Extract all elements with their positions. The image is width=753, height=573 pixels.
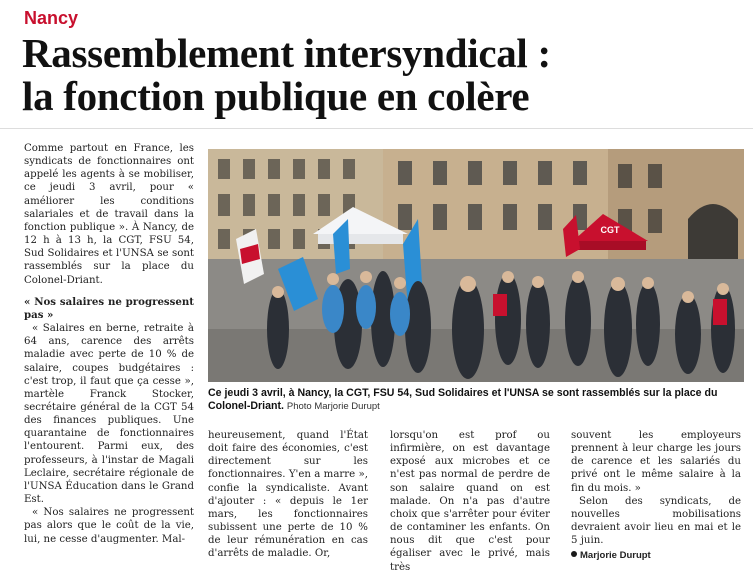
paragraph-2-cont-a: heureusement, quand l'État doit faire des économies, c'est directement sur les fonctionnaires. Y'en a marre », confie la syndicaliste. Avant d'ajouter : « depuis le 1er mars, les fonctionnaires subissent une perte de 10 % de leur rémunération en cas d'arrêts de maladie. Or, [208, 430, 368, 560]
article-column-3 [390, 429, 550, 573]
header-divider [0, 128, 753, 129]
tent-label: CGT [600, 225, 620, 235]
photo-caption [208, 387, 744, 413]
section-label: Nancy [24, 8, 79, 28]
paragraph-2-cont-b: lorsqu'on est prof ou infirmière, on est davantage exposé aux microbes et ce n'est pas normal de perdre de son salaire quand on est malade. On n'a pas d'autre choix que s'arrêter pour éviter de contaminer les enfants. On nous dit que c'est pour égaliser avec le privé, mais très [390, 430, 550, 573]
bullet-icon [571, 551, 577, 557]
caption-text: Ce jeudi 3 avril, à Nancy, la CGT, FSU 54, Sud Solidaires et l'UNSA se sont rassemblés sur la place du Colonel-Driant. [208, 387, 718, 412]
photo-credit: Photo Marjorie Durupt [286, 401, 380, 412]
article-column-2 [208, 429, 368, 561]
headline [22, 32, 742, 118]
rally-photo [208, 149, 744, 382]
article-column-1 [24, 142, 194, 546]
intro-paragraph: Comme partout en France, les syndicats de fonctionnaires ont appelé les agents à se mobiliser, ce jeudi 3 avril, pour « améliorer les conditions salariales et de travail dans la fonction publique ». À Nancy, de 12 h à 13 h, la CGT, FSU 54, Sud Solidaires et l'UNSA se sont rassemblés sur la place du Colonel-Driant. [24, 143, 194, 286]
headline-line-1: Rassemblement intersyndical : [22, 30, 551, 76]
author-name: Marjorie Durupt [580, 550, 651, 562]
headline-line-2: la fonction publique en colère [22, 73, 530, 119]
subhead: « Nos salaires ne progressent pas » [24, 295, 194, 321]
paragraph-2-start: « Nos salaires ne progressent pas alors que le coût de la vie, lui, ne cesse d'augmenter. Mal- [24, 507, 194, 545]
article-column-4 [571, 429, 741, 563]
paragraph-2-end: souvent les employeurs prennent à leur charge les jours de carence et les salariés du privé ont le même salaire à la fin du mois. » [571, 430, 741, 494]
paragraph-1: « Salaires en berne, retraite à 64 ans, carence des arrêts maladie avec perte de 10 % de salaire, coupes budgétaires : c'est trop, il faut que ça cesse », martèle Franck Stocker, secrétaire général de la CGT 54 des finances publiques. Une quarantaine de fonctionnaires l'entourent. Parmi eux, des professeurs, à l'instar de Magali Leclaire, secrétaire régionale de l'UNSA Éducation dans le Grand Est. [24, 323, 194, 506]
author-signature [571, 549, 741, 562]
paragraph-3: Selon des syndicats, de nouvelles mobilisations devraient avoir lieu en mai et le 5 juin. [571, 495, 741, 547]
